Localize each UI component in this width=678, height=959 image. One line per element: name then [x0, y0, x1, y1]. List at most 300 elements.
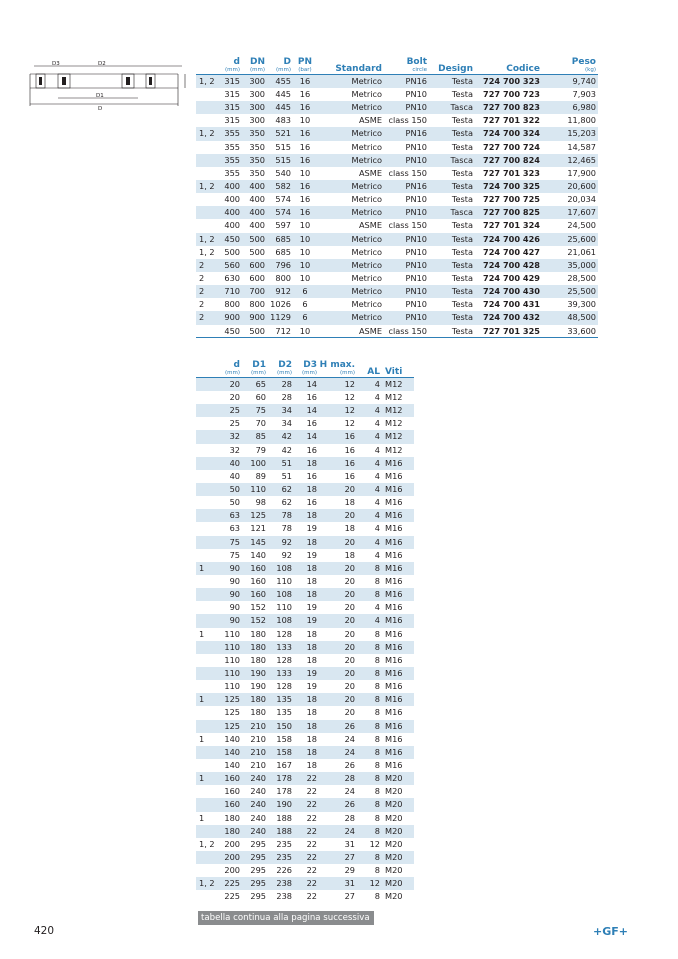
table2-cell: 133 — [268, 641, 294, 654]
table1-cell: 10 — [299, 115, 311, 126]
table1-cell: 574 — [275, 194, 291, 205]
table1-cell: 727 700 724 — [483, 141, 540, 152]
table2-cell — [196, 798, 220, 811]
table2-cell: 4 — [357, 457, 382, 470]
table2-cell: 20 — [344, 576, 355, 587]
table1-cell: 1, 2 — [199, 246, 215, 257]
table2-cell: 180 — [250, 654, 266, 665]
table2-cell: 31 — [344, 838, 355, 849]
table2-cell: 18 — [306, 576, 317, 587]
table1-cell: PN10 — [384, 154, 429, 167]
table1-cell: ASME — [358, 325, 382, 336]
table1-header-unit: circle — [412, 67, 427, 73]
table2-cell: 16 — [319, 457, 357, 470]
table-row — [196, 193, 598, 206]
table-row — [196, 88, 598, 101]
table2-cell: 140 — [220, 746, 242, 759]
table2-cell: 22 — [306, 865, 317, 876]
table2-cell: 180 — [242, 693, 268, 706]
table2-cell: 128 — [276, 654, 292, 665]
table2-cell: 19 — [294, 614, 319, 627]
table2-cell — [196, 522, 220, 535]
table2-cell: 18 — [306, 760, 317, 770]
table2-cell: 108 — [268, 562, 294, 575]
table2-cell: 4 — [357, 404, 382, 417]
table2-cell: 18 — [294, 457, 319, 470]
table2-cell: 8 — [374, 654, 380, 665]
table2-cell: 210 — [242, 746, 268, 759]
table2-cell: 121 — [250, 523, 266, 534]
table1-header-label: Codice — [506, 64, 540, 74]
table1-cell — [196, 141, 220, 154]
table2-cell: M20 — [382, 877, 414, 890]
table2-cell: 110 — [276, 602, 292, 613]
diagram-label-d2: D2 — [98, 61, 106, 67]
table2-cell: 12 — [357, 877, 382, 890]
table2-cell: 18 — [294, 536, 319, 549]
table2-cell: 14 — [294, 378, 319, 392]
table2-cell: M16 — [385, 733, 403, 744]
table1-cell: 28,500 — [567, 273, 596, 284]
table2-cell: M16 — [382, 693, 414, 706]
table1-cell: 2 — [199, 299, 205, 310]
table2-cell — [196, 667, 220, 680]
table1-header-0 — [196, 50, 220, 75]
table-row — [196, 180, 598, 193]
table-row — [196, 562, 414, 575]
table-row — [196, 233, 598, 246]
table2-cell — [196, 890, 220, 903]
table2-cell: 4 — [357, 430, 382, 443]
table1-cell: 727 700 823 — [475, 101, 542, 114]
table1-header-label: Standard — [335, 64, 382, 74]
table-row — [196, 720, 414, 733]
table2-cell: 188 — [268, 825, 294, 838]
table2-cell: 22 — [294, 877, 319, 890]
table1-cell: 10 — [293, 233, 317, 246]
table1-cell: 6 — [293, 311, 317, 324]
table2-cell: M16 — [385, 549, 403, 560]
table1-cell: Metrico — [317, 233, 384, 246]
table1-cell: class 150 — [388, 115, 427, 126]
table2-cell: 60 — [255, 392, 266, 403]
table2-cell — [196, 641, 220, 654]
table1-cell: 600 — [242, 259, 267, 272]
table1-cell: 315 — [224, 115, 240, 126]
table2-header-7 — [382, 353, 414, 378]
table1-cell: 724 700 325 — [475, 180, 542, 193]
table2-cell: 8 — [357, 588, 382, 601]
table1-cell: ASME — [358, 167, 382, 178]
table1-cell: PN10 — [405, 89, 427, 100]
table1-cell: PN16 — [384, 75, 429, 89]
table2-cell: M16 — [382, 614, 414, 627]
table2-cell: M16 — [382, 667, 414, 680]
table1-cell: 400 — [224, 194, 240, 205]
table1-cell: Testa — [429, 311, 475, 324]
table2-cell: 22 — [306, 838, 317, 849]
table-row — [196, 772, 414, 785]
table2-cell: 70 — [255, 418, 266, 429]
table2-cell: 8 — [374, 786, 380, 797]
table2-cell: 20 — [220, 378, 242, 392]
table-row — [196, 680, 414, 693]
table2-cell: 110 — [242, 483, 268, 496]
table2-cell: 18 — [294, 562, 319, 575]
table-row — [196, 391, 414, 404]
table2-cell: 188 — [276, 812, 292, 823]
table2-header-3 — [268, 353, 294, 378]
table1-cell: 16 — [293, 206, 317, 219]
table2-cell: M16 — [385, 523, 403, 534]
table2-cell: 160 — [224, 786, 240, 797]
table2-cell: 225 — [220, 877, 242, 890]
table2-cell: 27 — [319, 851, 357, 864]
table1-cell: Metrico — [317, 127, 384, 140]
table1-cell: 10 — [299, 325, 311, 336]
table1-cell: Tasca — [429, 101, 475, 114]
table2-cell: 19 — [306, 549, 317, 560]
table2-cell: 28 — [281, 392, 292, 403]
table2-cell: M20 — [382, 825, 414, 838]
table2-cell: 8 — [374, 733, 380, 744]
table1-cell: 400 — [220, 180, 242, 193]
table2-cell: 51 — [281, 470, 292, 481]
table2-cell: 4 — [374, 392, 380, 403]
table1-header-label: D — [283, 57, 291, 67]
table2-cell: 90 — [220, 588, 242, 601]
table2-cell: M16 — [382, 457, 414, 470]
table1-cell: 300 — [242, 101, 267, 114]
table2-cell: 1 — [196, 772, 220, 785]
table2-header-2 — [242, 353, 268, 378]
table2-cell: 90 — [220, 614, 242, 627]
table2-cell: 190 — [242, 667, 268, 680]
table1-header-label: Design — [438, 64, 473, 74]
table2-cell: M20 — [382, 798, 414, 811]
table1-cell: 20,034 — [567, 194, 596, 205]
table2-cell: 22 — [294, 772, 319, 785]
table1-cell: 1, 2 — [196, 127, 220, 140]
table1-cell: 16 — [299, 194, 311, 205]
table2-cell: 92 — [281, 549, 292, 560]
table2-cell: 238 — [276, 891, 292, 902]
table2-cell: 128 — [276, 628, 292, 639]
table2-cell: 40 — [220, 457, 242, 470]
table1-cell: Testa — [429, 285, 475, 298]
table1-cell: Metrico — [351, 89, 382, 100]
table-row — [196, 641, 414, 654]
table1-cell: 10 — [299, 220, 311, 231]
table2-cell: 20 — [319, 509, 357, 522]
table2-cell: 12 — [319, 378, 357, 392]
table2-cell: 18 — [294, 720, 319, 733]
table1-cell: 700 — [242, 285, 267, 298]
table2-cell: 78 — [268, 509, 294, 522]
table1-cell: 727 700 723 — [483, 89, 540, 100]
table2-cell: 135 — [268, 693, 294, 706]
table2-cell: 18 — [344, 549, 355, 560]
table1-cell: 724 700 426 — [475, 233, 542, 246]
table1-cell: 16 — [293, 154, 317, 167]
table2-cell: M16 — [382, 746, 414, 759]
table1-cell: class 150 — [388, 167, 427, 178]
table2-cell: M20 — [385, 812, 403, 823]
table2-cell: 18 — [294, 509, 319, 522]
table2-cell: 8 — [357, 825, 382, 838]
table2-cell: 63 — [220, 509, 242, 522]
table2-cell: 160 — [250, 576, 266, 587]
table2-cell: 235 — [276, 838, 292, 849]
table2-cell — [196, 496, 220, 509]
table-row — [196, 746, 414, 759]
table1-cell: Tasca — [429, 154, 475, 167]
table1-cell: Metrico — [351, 299, 382, 310]
table-row — [196, 496, 414, 509]
table1-cell: 25,600 — [542, 233, 598, 246]
table1-header-unit: (bar) — [298, 67, 312, 73]
table2-cell — [196, 575, 220, 588]
table2-cell: 135 — [276, 707, 292, 718]
table2-cell: 16 — [306, 444, 317, 455]
table1-cell: 6 — [293, 285, 317, 298]
table2-cell — [196, 864, 220, 877]
table2-cell: 8 — [374, 576, 380, 587]
flange-dimensions-table — [196, 353, 414, 903]
table1-cell: 712 — [275, 325, 291, 336]
table-row — [196, 785, 414, 798]
table2-cell: M20 — [385, 838, 403, 849]
table-row — [196, 430, 414, 443]
table1-cell: 900 — [220, 311, 242, 324]
gf-logo: +GF+ — [593, 925, 628, 938]
table2-cell: 65 — [242, 378, 268, 392]
table1-cell: 12,465 — [542, 154, 598, 167]
table2-cell: 8 — [374, 681, 380, 692]
table-row — [196, 890, 414, 903]
table2-cell: 14 — [294, 404, 319, 417]
table2-cell: M16 — [385, 497, 403, 508]
table1-cell: 9,740 — [542, 75, 598, 89]
table2-cell — [196, 680, 220, 693]
table1-cell: Testa — [429, 127, 475, 140]
table2-cell: 125 — [220, 693, 242, 706]
table1-cell: Testa — [451, 325, 473, 336]
table1-cell — [196, 325, 220, 338]
table2-cell: 1 — [199, 812, 205, 823]
table2-cell: 32 — [229, 444, 240, 455]
table2-cell — [196, 825, 220, 838]
table2-cell: M16 — [382, 562, 414, 575]
table2-cell: 92 — [268, 536, 294, 549]
table2-cell: 210 — [242, 720, 268, 733]
table1-cell: 630 — [224, 273, 240, 284]
table2-cell: 4 — [374, 549, 380, 560]
table-row — [196, 246, 598, 259]
flange-diagram — [28, 56, 188, 118]
table1-header-1 — [220, 50, 242, 75]
table1-cell: 455 — [267, 75, 293, 89]
table-row — [196, 444, 414, 457]
table2-cell: 75 — [220, 536, 242, 549]
table1-cell: Metrico — [351, 141, 382, 152]
table1-cell: Testa — [451, 194, 473, 205]
table2-cell: 24 — [344, 786, 355, 797]
table2-cell: 78 — [281, 523, 292, 534]
table2-cell: 50 — [229, 497, 240, 508]
table1-cell: 24,500 — [567, 220, 596, 231]
table1-cell: Testa — [451, 299, 473, 310]
table2-cell: 4 — [374, 444, 380, 455]
table-row — [196, 654, 414, 667]
table2-cell: 18 — [306, 707, 317, 718]
table1-header-unit: (mm) — [275, 67, 291, 73]
table2-cell: M16 — [382, 509, 414, 522]
table2-cell: 90 — [229, 576, 240, 587]
table1-cell: class 150 — [388, 325, 427, 336]
table2-cell: M20 — [385, 891, 403, 902]
table2-cell: 18 — [344, 497, 355, 508]
table1-header-unit: (mm) — [224, 67, 240, 73]
table2-cell: 42 — [281, 444, 292, 455]
table2-cell: 12 — [344, 392, 355, 403]
table1-cell: 800 — [275, 273, 291, 284]
table1-cell — [196, 154, 220, 167]
table2-cell: 20 — [344, 654, 355, 665]
table2-cell: 125 — [220, 720, 242, 733]
table2-cell: 18 — [294, 483, 319, 496]
table1-cell: 39,300 — [567, 299, 596, 310]
table-row — [196, 417, 414, 430]
table-row — [196, 575, 414, 588]
table2-cell: 25 — [229, 418, 240, 429]
table2-cell: 158 — [276, 733, 292, 744]
table1-cell: 16 — [293, 127, 317, 140]
table1-cell: PN10 — [405, 246, 427, 257]
table2-cell — [196, 746, 220, 759]
table-row — [196, 219, 598, 232]
table1-cell: 25,500 — [542, 285, 598, 298]
table1-cell: PN10 — [405, 273, 427, 284]
table2-cell: 180 — [224, 812, 240, 823]
table-row — [196, 154, 598, 167]
table-row — [196, 114, 598, 127]
table1-cell: 796 — [267, 259, 293, 272]
table1-cell: 724 700 323 — [475, 75, 542, 89]
table2-cell: M12 — [385, 444, 403, 455]
table2-cell — [196, 654, 220, 667]
table-row — [196, 272, 598, 285]
table2-cell: 16 — [306, 497, 317, 508]
table2-cell: 62 — [268, 483, 294, 496]
table1-cell: 400 — [242, 206, 267, 219]
table1-cell: 574 — [267, 206, 293, 219]
table2-cell: 4 — [357, 509, 382, 522]
table2-cell: 8 — [357, 667, 382, 680]
table2-cell: M20 — [385, 865, 403, 876]
table-row — [196, 693, 414, 706]
table-row — [196, 470, 414, 483]
table1-cell: PN10 — [384, 311, 429, 324]
table1-cell: PN16 — [384, 180, 429, 193]
table2-cell: 16 — [306, 418, 317, 429]
table2-cell: 152 — [250, 602, 266, 613]
table2-cell: 108 — [268, 588, 294, 601]
table2-cell: 110 — [220, 667, 242, 680]
table1-cell: 10 — [293, 259, 317, 272]
table2-cell: M16 — [385, 602, 403, 613]
table2-cell: 160 — [220, 772, 242, 785]
table1-cell: 2 — [196, 259, 220, 272]
table2-cell: 140 — [250, 549, 266, 560]
table2-cell: 89 — [255, 470, 266, 481]
table2-header-label: Viti — [385, 367, 403, 377]
table2-cell: 200 — [224, 865, 240, 876]
table1-cell — [196, 206, 220, 219]
table2-cell: 8 — [357, 772, 382, 785]
table2-cell: 12 — [369, 838, 380, 849]
table2-cell: 75 — [229, 549, 240, 560]
table1-cell: 500 — [242, 233, 267, 246]
table1-cell: 445 — [275, 89, 291, 100]
table1-cell: 727 701 324 — [483, 220, 540, 231]
table-row — [196, 298, 598, 311]
table2-cell: 200 — [224, 838, 240, 849]
table2-header-unit: (mm) — [301, 370, 317, 376]
table2-cell: 79 — [255, 444, 266, 455]
table2-cell: 4 — [374, 418, 380, 429]
table1-cell: 1026 — [270, 299, 291, 310]
table2-cell: 29 — [344, 865, 355, 876]
table1-cell: Metrico — [317, 206, 384, 219]
table2-header-0 — [196, 353, 220, 378]
table2-header-unit: (mm) — [276, 370, 292, 376]
table1-cell: 350 — [242, 154, 267, 167]
table2-cell: 110 — [224, 681, 240, 692]
table2-cell: 18 — [294, 641, 319, 654]
table2-cell: 150 — [268, 720, 294, 733]
table2-cell: 16 — [319, 430, 357, 443]
table2-cell: 90 — [229, 602, 240, 613]
table2-cell: 16 — [344, 470, 355, 481]
table2-cell: 19 — [306, 602, 317, 613]
table1-cell: 727 701 322 — [483, 115, 540, 126]
table1-cell: 48,500 — [542, 311, 598, 324]
table2-cell: 20 — [229, 392, 240, 403]
table2-cell: 160 — [242, 588, 268, 601]
table2-cell: 178 — [276, 786, 292, 797]
table2-header-6 — [357, 353, 382, 378]
table2-cell — [196, 851, 220, 864]
table2-cell: 22 — [294, 825, 319, 838]
table2-cell: 34 — [268, 404, 294, 417]
table2-cell: 42 — [268, 430, 294, 443]
table2-cell: 110 — [224, 654, 240, 665]
table2-cell: 240 — [250, 812, 266, 823]
table2-cell: 18 — [344, 523, 355, 534]
table2-cell: M16 — [382, 536, 414, 549]
table2-cell: 18 — [294, 693, 319, 706]
table2-cell: 24 — [319, 746, 357, 759]
table2-cell: 158 — [268, 746, 294, 759]
table2-cell: 8 — [357, 798, 382, 811]
table2-cell: 28 — [268, 378, 294, 392]
table2-cell: 18 — [306, 628, 317, 639]
table2-cell — [196, 536, 220, 549]
table1-cell: Metrico — [317, 311, 384, 324]
table2-cell: 12 — [319, 404, 357, 417]
table2-cell — [196, 430, 220, 443]
